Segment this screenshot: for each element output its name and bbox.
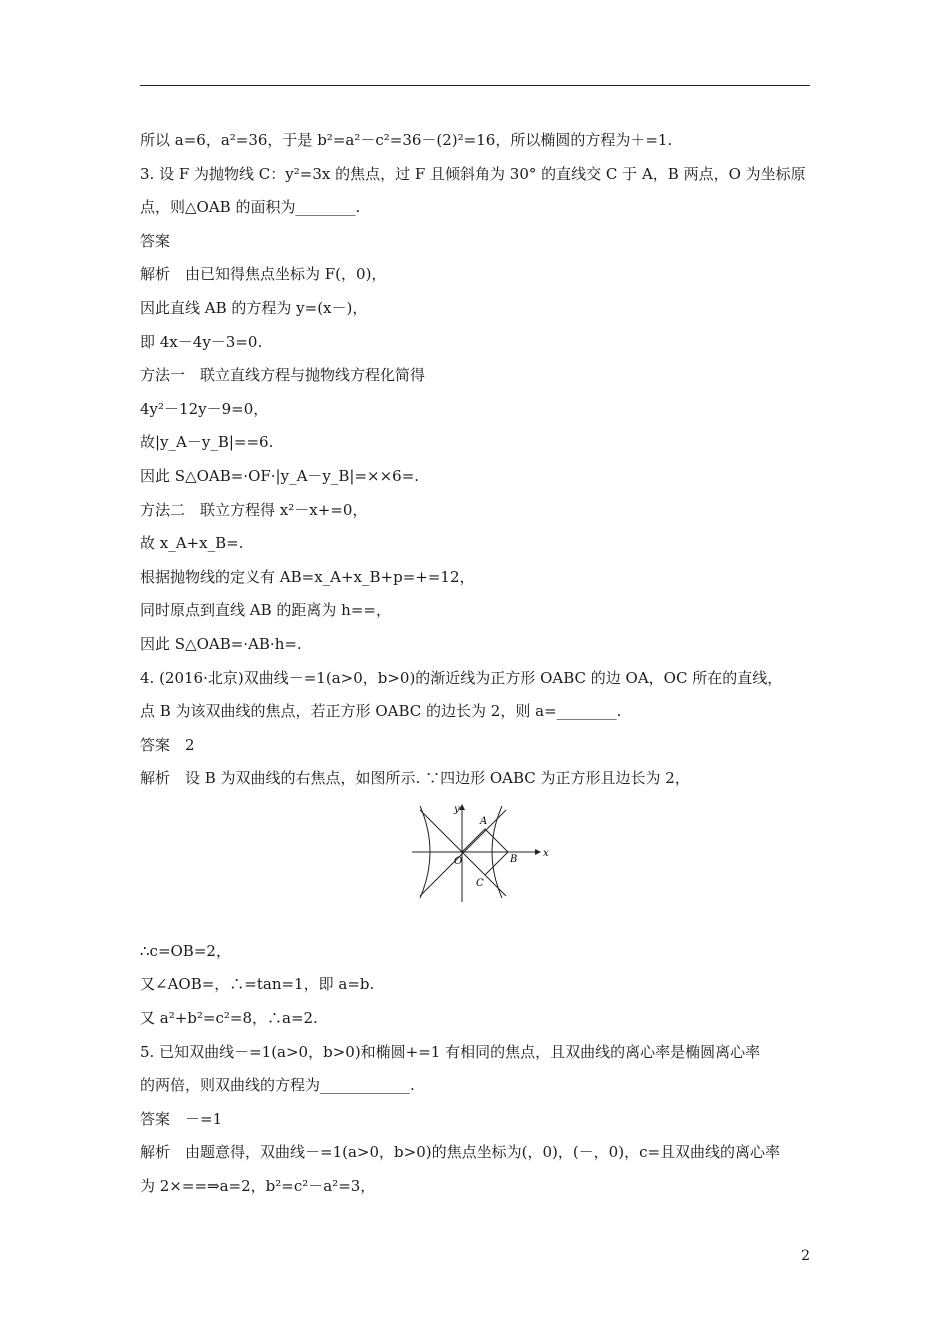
text-line: 解析 设 B 为双曲线的右焦点，如图所示. ∵四边形 OABC 为正方形且边长为 2， bbox=[140, 769, 690, 788]
text-line: 点，则△OAB 的面积为________. bbox=[140, 198, 361, 217]
text-line: 因此 S△OAB=·OF·|y_A－y_B|=××6=. bbox=[140, 466, 420, 485]
text-line: 同时原点到直线 AB 的距离为 h==， bbox=[140, 601, 391, 620]
label-o: O bbox=[454, 855, 463, 867]
text-line: 因此 S△OAB=·AB·h=. bbox=[140, 634, 302, 653]
text-line: 方法一 联立直线方程与抛物线方程化简得 bbox=[140, 366, 426, 385]
text-line: 5. 已知双曲线－=1(a>0，b>0)和椭圆+=1 有相同的焦点，且双曲线的离心率是椭圆离心率 bbox=[140, 1042, 761, 1061]
text-line: 答案 bbox=[140, 231, 171, 250]
text-line: 故 x_A+x_B=. bbox=[140, 534, 244, 553]
text-line: 又 a²+b²=c²=8，∴a=2. bbox=[140, 1009, 318, 1028]
hyperbola-figure bbox=[140, 802, 812, 927]
text-line: 即 4x－4y－3=0. bbox=[140, 332, 263, 351]
text-line: 点 B 为该双曲线的焦点，若正方形 OABC 的边长为 2，则 a=________. bbox=[140, 702, 622, 721]
text-line: 方法二 联立方程得 x²－x+=0， bbox=[140, 500, 368, 519]
hyperbola-square-diagram bbox=[410, 802, 550, 907]
label-c: C bbox=[476, 877, 484, 889]
text-line: 答案 －=1 bbox=[140, 1109, 223, 1128]
text-block-before-figure bbox=[140, 124, 812, 796]
label-a: A bbox=[480, 815, 488, 827]
text-line: 3. 设 F 为抛物线 C：y²=3x 的焦点，过 F 且倾斜角为 30° 的直线交 C 于 A，B 两点，O 为坐标原 bbox=[140, 164, 806, 183]
label-b: B bbox=[510, 853, 518, 865]
text-line: 答案 2 bbox=[140, 735, 195, 754]
page-body bbox=[140, 124, 812, 1204]
label-y: y bbox=[454, 803, 460, 815]
text-line: ∴c=OB=2， bbox=[140, 941, 231, 960]
text-line: 的两倍，则双曲线的方程为____________. bbox=[140, 1076, 415, 1095]
text-line: 因此直线 AB 的方程为 y=(x－)， bbox=[140, 298, 368, 317]
text-line: 又∠AOB=，∴=tan=1，即 a=b. bbox=[140, 975, 375, 994]
page-number: 2 bbox=[801, 1248, 810, 1264]
text-block-after-figure bbox=[140, 935, 812, 1204]
text-line: 4. (2016·北京)双曲线－=1(a>0，b>0)的渐近线为正方形 OABC 的边 OA，OC 所在的直线， bbox=[140, 668, 783, 687]
text-line: 解析 由已知得焦点坐标为 F(，0)， bbox=[140, 265, 387, 284]
text-line: 所以 a=6，a²=36，于是 b²=a²－c²=36－(2)²=16，所以椭圆的方程为＋=1. bbox=[140, 131, 673, 149]
text-line: 解析 由题意得，双曲线－=1(a>0，b>0)的焦点坐标为(，0)，(－，0)，c=且双曲线的离心率 bbox=[140, 1143, 781, 1162]
text-line: 为 2×==⇒a=2，b²=c²－a²=3， bbox=[140, 1177, 376, 1196]
text-line: 4y²－12y－9=0， bbox=[140, 399, 269, 418]
text-line: 故|y_A－y_B|==6. bbox=[140, 433, 274, 452]
header-rule bbox=[140, 85, 810, 86]
label-x: x bbox=[543, 847, 549, 859]
text-line: 根据抛物线的定义有 AB=x_A+x_B+p=+=12， bbox=[140, 567, 475, 586]
